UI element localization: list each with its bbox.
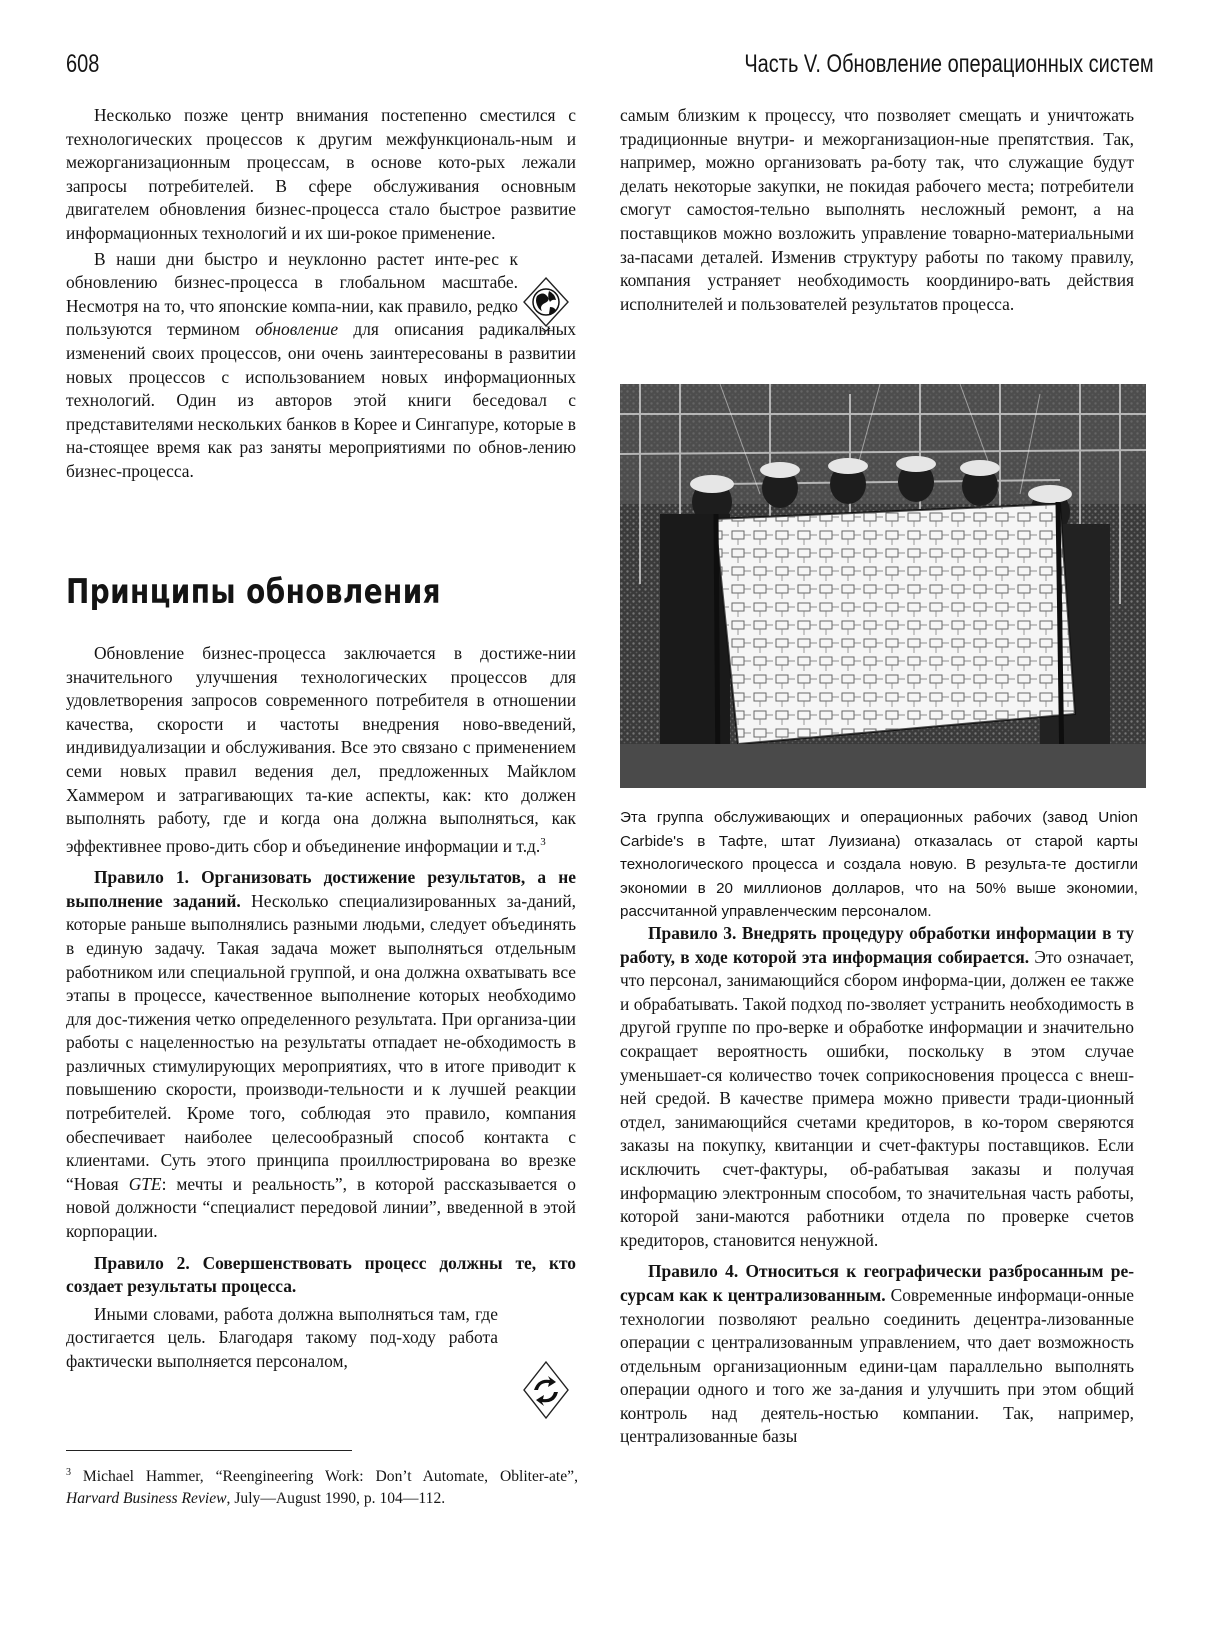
footnote-journal: Harvard Business Review <box>66 1490 227 1508</box>
rule-paragraph <box>620 922 1134 1252</box>
left-column-bottom <box>66 642 576 1374</box>
paragraph-text: Несколько специализированных за-даний, которые раньше выполнялись разными людьми, следует объединять в единую задачу. Такая задача может выполняться отдельным работником или специальной группой, и она должна охватывать все этапы в процессе, качественное выполнение которых необходимо для дос-тижения четко определенного результата. При организа-ции работы с нацеленностью на результаты отпадает не-обходимость в различных стимулирующих мероприятиях, что в итоге приводит к повышению скорости, производи-тельности и к лучшей реакции потребителей. Кроме того, соблюдая это правило, компания обеспечивает наиболее целесообразный способ контакта с клиентами. Суть этого принципа проиллюстрирована во врезке “Новая <box>66 890 576 1194</box>
paragraph-text: для описания радикальных изменений своих процессов, они очень заинтересованы в развитии новых процессов с использованием новых информационных технологий. Один из авторов этой книги беседовал с представителями нескольких банков в Корее и Сингапуре, которые в на-стоящее время как раз заняты мероприятиями по обнов-лению бизнес-процесса. <box>66 319 577 481</box>
rule-title: Правило 4. Относиться к географически разбросанным ре-сурсам как к централизованным. <box>620 1261 1134 1305</box>
footnote-number: 3 <box>66 1467 71 1478</box>
paragraph-text: В наши дни быстро и неуклонно растет инте-рес к обновлению бизнес-процесса в глобальном масштабе. Несмотря на то, что японские компа-нии, как правило, редко пользуются термином <box>66 248 518 340</box>
paragraph <box>66 642 576 858</box>
footnote-text: , July—August 1990, p. 104—112. <box>226 1490 446 1508</box>
paragraph: Несколько позже центр внимания постепенно сместился с технологических процессов к другим межфункциональ-ным и межорганизационным процессам, в основе кото-рых лежали запросы потребителей. В сфере обслуживания основным двигателем обновления бизнес-процесса стало быстрое развитие информационных технологий и их ши-рокое применение. <box>66 105 576 243</box>
globe-icon <box>520 276 572 332</box>
footnote-divider <box>66 1450 352 1451</box>
running-title: Часть V. Обновление операционных систем <box>744 50 1154 78</box>
rule-paragraph <box>620 1260 1134 1449</box>
italic-term: GTE <box>128 1173 162 1194</box>
paragraph: самым близким к процессу, что позволяет смещать и уничтожать традиционные внутри- и межорганизацион-ные препятствия. Так, например, можно организовать ра-боту так, что служащие будут делать некоторые закупки, не покидая рабочего места; потребители смогут самостоя-тельно выполнять несложный ремонт, а на поставщиков можно возложить управление товарно-материальными за-пасами деталей. Изменив структуру работы по такому правилу, компания устраняет необходимость координиро-вать действия исполнителей и пользователей результатов процесса. <box>620 105 1134 314</box>
paragraph-text: Это означает, что персонал, занимающийся сбором информа-ции, должен ее также и обрабатывать. Такой подход по-зволяет устранить необходимость в другой группе по про-верке и обработке информации и значительно сокращает вероятность ошибки, поскольку в этом случае уменьшает-ся количество точек соприкосновения процесса с внеш-ней средой. В качестве примера можно привести тради-ционный отдел, занимающийся счетами кредиторов, в ко-тором сверяются заказы на покупку, квитанции и счет-фактуры поставщиков. Если исключить счет-фактуры, об-рабатывая заказы и получая информацию электронным способом, то значительная часть работы, которой зани-маются работники отдела по проверке счетов кредиторов, становится ненужной. <box>620 946 1134 1250</box>
rule-paragraph <box>66 866 576 1244</box>
paragraph-text: Обновление бизнес-процесса заключается в достиже-нии значительного улучшения технологических процессов для удовлетворения запросов современного потребителя в отношении качества, скорости и частоты внедрения ново-введений, индивидуализации и обслуживания. Все это связано с применением семи новых правил ведения дел, предложенных Майклом Хаммером и затрагивающих та-кие аспекты, как: кто должен выполнять работу, где и когда она должна выполняться, как эффективнее прово-дить сбор и объединение информации и т.д. <box>66 643 576 856</box>
footnote <box>66 1462 578 1510</box>
right-column-bottom <box>620 922 1134 1449</box>
rule-title: Правило 3. Внедрять процедуру обработки информации в ту работу, в ходе которой эта информация собирается. <box>620 923 1134 967</box>
paragraph <box>66 248 576 484</box>
italic-term: обновление <box>255 319 339 340</box>
rule-paragraph <box>66 1252 576 1299</box>
page-number: 608 <box>66 50 100 78</box>
footnote-text: Michael Hammer, “Reengineering Work: Don’t Automate, Obliter-ate”, <box>71 1468 578 1486</box>
section-heading: Принципы обновления <box>66 572 441 612</box>
rule-title: Правило 2. Совершенствовать процесс должны те, кто создает результаты процесса. <box>66 1252 576 1297</box>
footnote-ref: 3 <box>540 835 546 848</box>
rule-title: Правило 1. Организовать достижение результатов, а не выполнение заданий. <box>66 867 576 911</box>
right-column-top <box>620 104 1134 316</box>
paragraph-text: : мечты и реальность”, в которой рассказывается о новой должности “специалист передовой линии”, введенной в этой корпорации. <box>66 1173 576 1242</box>
photo-caption: Эта группа обслуживающих и операционных рабочих (завод Union Carbide's в Тафте, штат Луизиана) отказалась от старой карты технологического процесса и создала новую. В результа-те достигли экономии в 20 миллионов долларов, что на 50% выше экономии, рассчитанной управленческим персоналом. <box>620 809 1138 920</box>
paragraph: Иными словами, работа должна выполняться там, где достигается цель. Благодаря такому под-ходу работа фактически выполняется персоналом, <box>66 1303 498 1372</box>
photo-workers-process-map <box>620 384 1146 788</box>
left-column-top <box>66 104 576 484</box>
paragraph-text: Современные информаци-онные технологии позволяют реально соединить децентра-лизованные операции с централизованным управлением, что дает возможность отдельным организационным едини-цам параллельно выполнять операции одного и того же за-дания и улучшить при этом общий контроль над деятель-ностью компании. Так, например, централизованные базы <box>620 1284 1134 1447</box>
process-icon <box>520 1360 572 1422</box>
